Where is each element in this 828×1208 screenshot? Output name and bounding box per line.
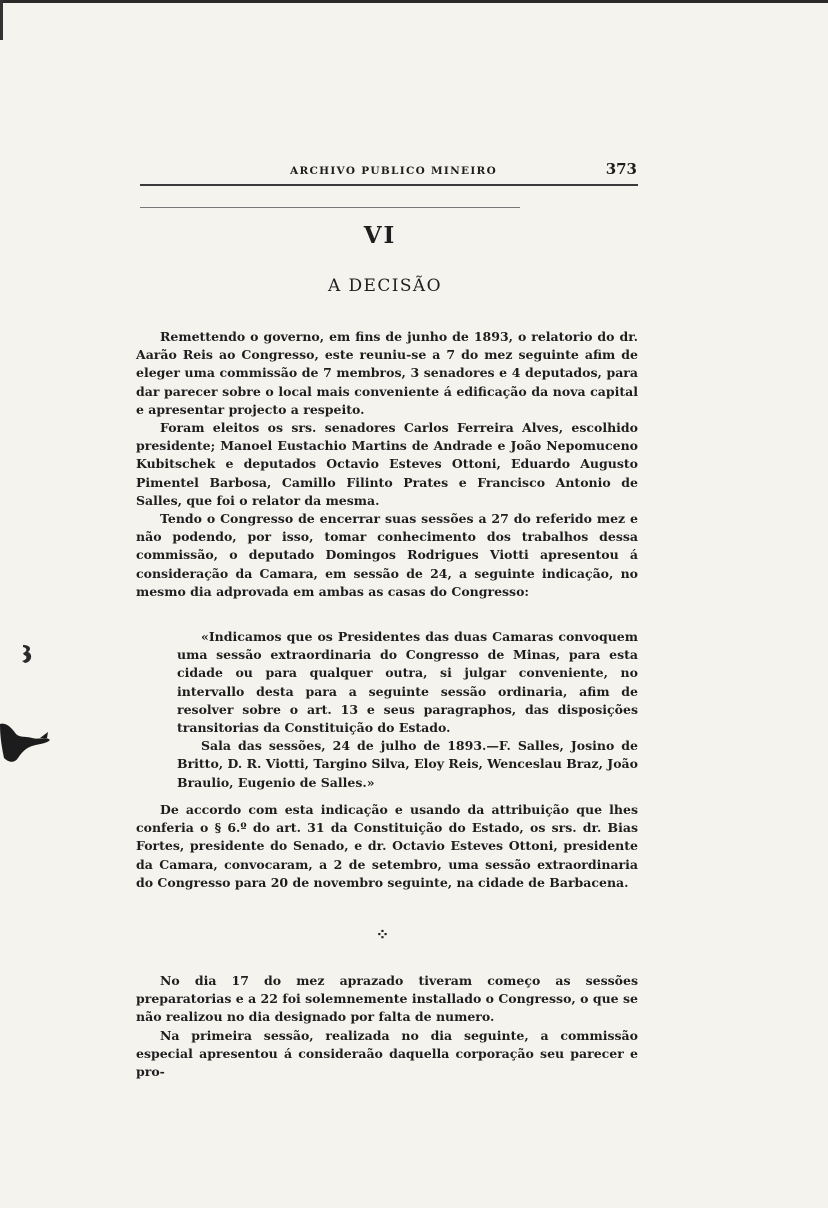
paragraph: No dia 17 do mez aprazado tiveram começo as sessões preparatorias e a 22 foi solemnemente installado o Congresso, o que se não realizou no dia designado por falta de numero. — [136, 973, 638, 1025]
header-rule-thin — [140, 207, 520, 208]
paragraph: Foram eleitos os srs. senadores Carlos Ferreira Alves, escolhido presidente; Manoel Eustachio Martins de Andrade e João Nepomuceno Kubitschek e deputados Octavio Esteves Ottoni, Eduardo Augusto Pimentel Barbosa, Camillo Filinto Prates e Francisco Antonio de Salles, que foi o relator da mesma. — [136, 420, 638, 508]
paragraph: Na primeira sessão, realizada no dia seguinte, a commissão especial apresentou á consideraão daquella corporação seu parecer e pro- — [136, 1027, 638, 1080]
body-text-intro — [136, 328, 638, 601]
paragraph: Remettendo o governo, em fins de junho de 1893, o relatorio do dr. Aarão Reis ao Congresso, este reuniu-se a 7 do mez seguinte afim de eleger uma commissão de 7 membros, 3 senadores e 4 deputados, para dar parecer sobre o local mais conveniente á edificação da nova capital e apresentar projecto a respeito. — [136, 329, 638, 417]
page-edge-top — [0, 0, 828, 3]
body-text-final — [136, 972, 638, 1081]
running-head — [140, 160, 640, 184]
paragraph: Tendo o Congresso de encerrar suas sessões a 27 do referido mez e não podendo, por isso, tomar conhecimento dos trabalhos dessa commissão, o deputado Domingos Rodrigues Viotti apresentou á consideração da Camara, em sessão de 24, a seguinte indicação, no mesmo dia adprovada em ambas as casas do Congresso: — [136, 511, 638, 599]
chapter-number: VI — [363, 222, 397, 249]
quote-signature: Sala das sessões, 24 de julho de 1893.—F. Salles, Josino de Britto, D. R. Viotti, Targino Silva, Eloy Reis, Wenceslau Braz, João Braulio, Eugenio de Salles.» — [177, 738, 638, 790]
section-break-dots: ⁘ — [375, 925, 391, 944]
page-number: 373 — [605, 160, 637, 178]
page-edge-left — [0, 0, 3, 40]
margin-ink-blot-icon — [0, 718, 54, 766]
quote-text: «Indicamos que os Presidentes das duas Camaras convoquem uma sessão extraordinaria do Congresso de Minas, para esta cidade ou para qualquer outra, si julgar conveniente, no intervallo desta para a seguinte sessão ordinaria, afim de resolver sobre o art. 13 e seus paragraphos, das disposições transitorias da Constituição do Estado. — [177, 629, 638, 736]
header-rule — [140, 184, 638, 186]
running-title: ARCHIVO PUBLICO MINEIRO — [290, 165, 498, 177]
chapter-title: A DECISÃO — [328, 276, 442, 296]
body-text-after-quote — [136, 801, 638, 892]
block-quote — [177, 628, 638, 792]
margin-ink-mark-icon — [20, 643, 34, 665]
paragraph: De accordo com esta indicação e usando da attribuição que lhes conferia o § 6.º do art. 31 da Constituição do Estado, os srs. dr. Bias Fortes, presidente do Senado, e dr. Octavio Esteves Ottoni, presidente da Camara, convocaram, a 2 de setembro, uma sessão extraordinaria do Congresso para 20 de novembro seguinte, na cidade de Barbacena. — [136, 802, 638, 890]
